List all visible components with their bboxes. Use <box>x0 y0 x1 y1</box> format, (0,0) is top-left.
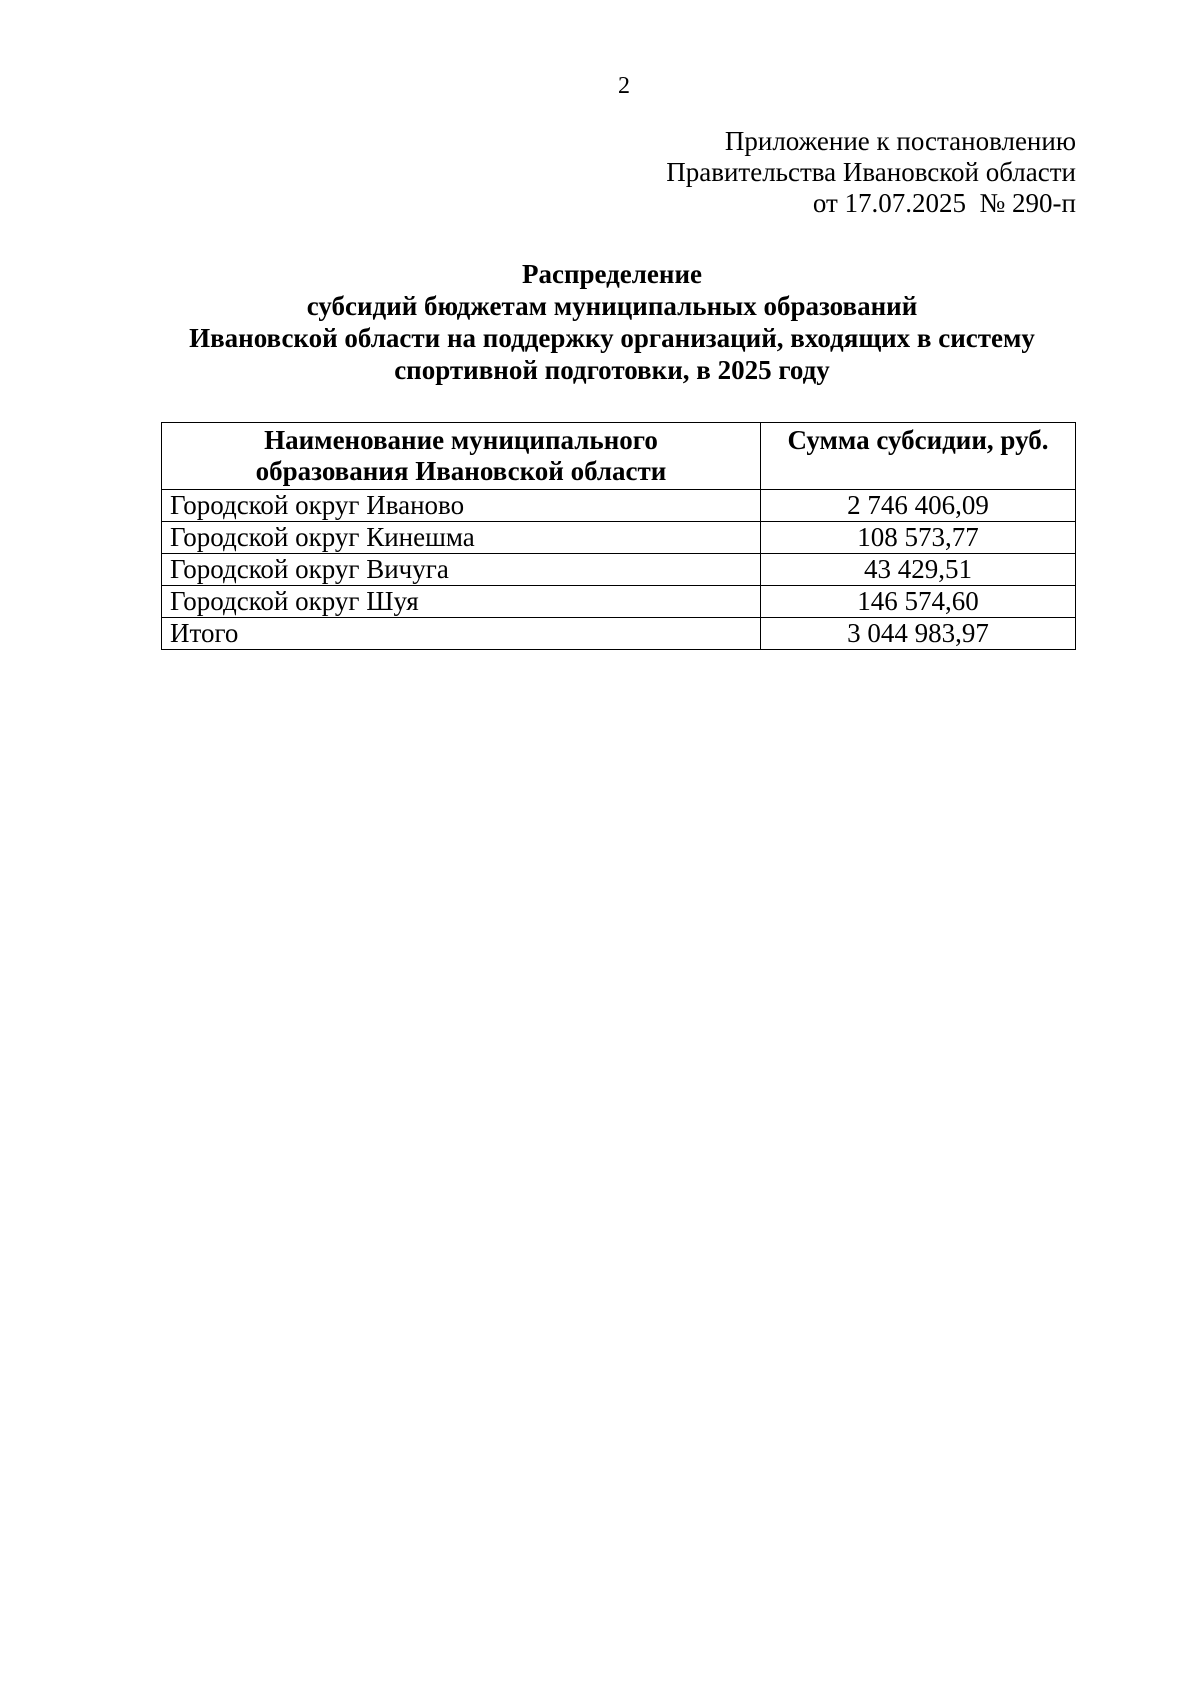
header-amount: Сумма субсидии, руб. <box>761 423 1076 490</box>
table-header-row <box>162 423 1076 490</box>
title-line: субсидий бюджетам муниципальных образований <box>306 291 918 321</box>
cell-amount: 108 573,77 <box>761 522 1076 554</box>
cell-municipality: Городской округ Кинешма <box>162 522 761 554</box>
annex-note <box>666 126 1076 219</box>
title-line: Ивановской области на поддержку организаций, входящих в систему <box>189 323 1035 353</box>
table-total-row <box>162 618 1076 650</box>
annex-line: Правительства Ивановской области <box>666 157 1076 187</box>
cell-amount: 2 746 406,09 <box>761 490 1076 522</box>
title-line: спортивной подготовки, в 2025 году <box>394 355 830 385</box>
page-number: 2 <box>618 73 630 99</box>
title-line: Распределение <box>521 259 703 289</box>
table-row <box>162 554 1076 586</box>
header-municipality-line: Наименование муниципального <box>264 425 658 455</box>
header-municipality-line: образования Ивановской области <box>255 456 667 486</box>
table-row <box>162 522 1076 554</box>
cell-municipality: Городской округ Вичуга <box>162 554 761 586</box>
table-row <box>162 490 1076 522</box>
annex-line: от 17.07.2025 № 290-п <box>812 188 1076 218</box>
header-municipality <box>162 423 761 490</box>
cell-total-label: Итого <box>162 618 761 650</box>
cell-amount: 146 574,60 <box>761 586 1076 618</box>
document-title <box>148 258 1076 386</box>
cell-municipality: Городской округ Шуя <box>162 586 761 618</box>
cell-amount: 43 429,51 <box>761 554 1076 586</box>
cell-municipality: Городской округ Иваново <box>162 490 761 522</box>
table-row <box>162 586 1076 618</box>
subsidy-table <box>161 422 1076 650</box>
cell-total-amount: 3 044 983,97 <box>761 618 1076 650</box>
annex-line: Приложение к постановлению <box>724 126 1076 156</box>
